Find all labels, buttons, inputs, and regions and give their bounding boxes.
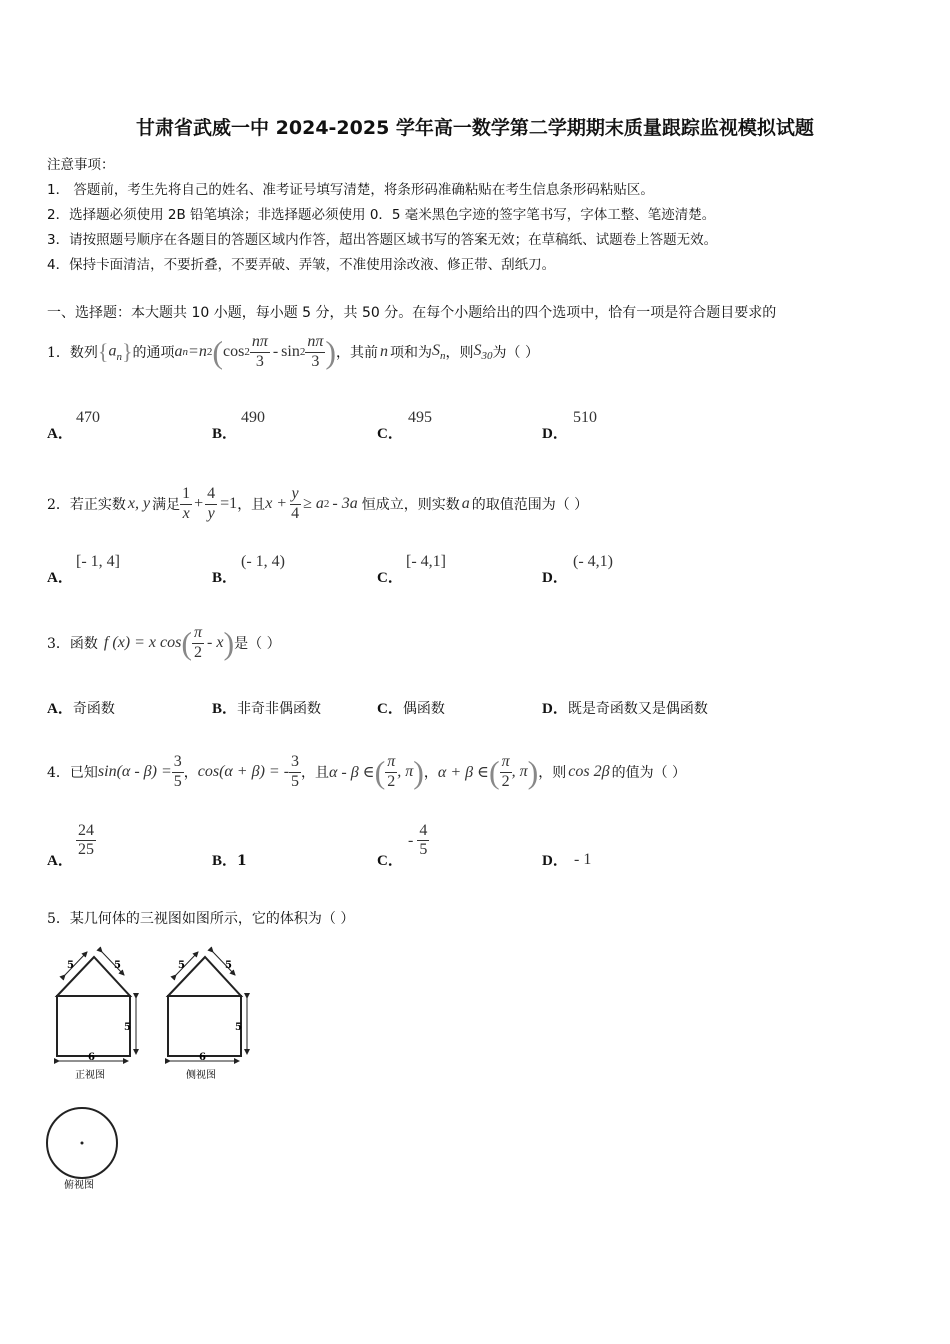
question-number: 1． [47, 345, 70, 361]
option-c[interactable]: C． [377, 426, 403, 442]
note-item: 2．选择题必须使用 2B 铅笔填涂；非选择题必须使用 0．5 毫米黑色字迹的签字笔书写，字体工整、笔迹清楚。 [47, 207, 716, 223]
option-d[interactable]: D． [542, 426, 568, 442]
svg-text:5: 5 [235, 1022, 242, 1033]
q4-text: 的值为（ ） [611, 765, 687, 781]
option-a-value: [- 1, 4] [76, 553, 120, 570]
function-formula: f (x) = x cos ( $\frac{\pi}{2}$ - x ) [103, 624, 235, 661]
question-4 [47, 742, 686, 802]
q2-text: 满足 [152, 497, 181, 513]
general-term-formula: a n =n 2 ( cos 2 $\frac{n\pi}{3}$ - sin 2 $\frac{n\pi}{3}$ ) [174, 333, 337, 370]
q4-text: ， [183, 765, 198, 781]
math-var: cos 2β [568, 763, 610, 780]
option-c-value: - $\frac{4}{5}$ [408, 822, 428, 859]
svg-text:5: 5 [67, 960, 74, 971]
question-5 [47, 908, 354, 928]
question-number: 4． [47, 765, 70, 781]
question-2 [47, 472, 588, 536]
constraint-formula: $\frac{1}{x}$ + $\frac{4}{y}$ =1 [182, 485, 238, 522]
question-number: 5． [47, 911, 70, 927]
note-item: 4．保持卡面清洁，不要折叠，不要弄破、弄皱，不准使用涂改液、修正带、刮纸刀。 [47, 257, 556, 273]
option-a[interactable]: A． [47, 853, 73, 869]
q2-text: 若正实数 [69, 497, 126, 513]
q2-text: ，且 [237, 497, 266, 513]
option-a[interactable]: A．奇函数 [47, 701, 115, 717]
front-view [57, 952, 136, 1081]
cos-condition: cos(α + β) = - $\frac{3}{5}$ [197, 753, 300, 790]
q2-text: 的取值范围为（ ） [471, 497, 589, 513]
q4-text: 已知 [69, 765, 98, 781]
three-view-figure [40, 940, 280, 1200]
side-view-label: 侧视图 [186, 1070, 216, 1081]
option-b[interactable]: B． [212, 426, 238, 442]
svg-text:6: 6 [199, 1052, 206, 1063]
range-amb: α - β ∈ ( $\frac{\pi}{2}$ , π ) [329, 753, 424, 790]
q2-text: 恒成立，则实数 [361, 497, 460, 513]
section-heading: 一、选择题：本大题共 10 小题，每小题 5 分，共 50 分。在每个小题给出的四个选项中，恰有一项是符合题目要求的 [47, 305, 777, 321]
math-var: $S_n$ [432, 341, 446, 363]
option-a[interactable]: A． [47, 570, 73, 586]
option-b[interactable]: B．1 [212, 853, 247, 869]
svg-text:5: 5 [225, 960, 232, 971]
option-d[interactable]: D． [542, 570, 568, 586]
q1-text: 的通项 [132, 345, 175, 361]
option-b[interactable]: B． [212, 570, 238, 586]
option-d[interactable]: D．既是奇函数又是偶函数 [542, 701, 708, 717]
sin-condition: sin(α - β) = $\frac{3}{5}$ [97, 753, 182, 790]
q1-text: 项和为 [390, 345, 433, 361]
option-b[interactable]: B．非奇非偶函数 [212, 701, 322, 717]
option-c-value: 495 [408, 409, 432, 426]
page-title: 甘肃省武威一中 2024-2025 学年高一数学第二学期期末质量跟踪监视模拟试题 [136, 117, 814, 139]
math-var: n [380, 343, 389, 360]
svg-text:5: 5 [178, 960, 185, 971]
note-item: 3．请按照题号顺序在各题目的答题区域内作答，超出答题区域书写的答案无效；在草稿纸、试题卷上答题无效。 [47, 232, 718, 248]
math-var: x, y [127, 495, 151, 512]
top-view [47, 1108, 117, 1191]
svg-text:6: 6 [88, 1052, 95, 1063]
q4-text: ，则 [538, 765, 567, 781]
question-number: 3． [47, 636, 70, 652]
option-d-value: 510 [573, 409, 597, 426]
inequality-formula: x + $\frac{y}{4}$ ≥ a 2 - 3a [265, 485, 358, 522]
option-d-value: (- 4,1) [573, 553, 613, 570]
option-d-value: - 1 [574, 851, 592, 868]
q5-text: 某几何体的三视图如图所示，它的体积为（ ） [69, 911, 355, 927]
option-a-value: $\frac{24}{25}$ [78, 822, 94, 859]
q3-text: 是（ ） [234, 636, 281, 652]
q4-text: ， [423, 765, 438, 781]
option-c[interactable]: C． [377, 570, 403, 586]
svg-text:5: 5 [114, 960, 121, 971]
option-c[interactable]: C．偶函数 [377, 701, 445, 717]
question-1 [47, 330, 539, 374]
top-view-label: 俯视图 [64, 1180, 94, 1191]
side-view [168, 952, 247, 1081]
option-a-value: 470 [76, 409, 100, 426]
option-c-value: [- 4,1] [406, 553, 446, 570]
option-b-value: (- 1, 4) [241, 553, 285, 570]
option-b-value: 490 [241, 409, 265, 426]
q3-text: 函数 [69, 636, 98, 652]
math-var: a [461, 495, 470, 512]
q1-text: 为（ ） [492, 345, 539, 361]
q1-text: ，其前 [336, 345, 379, 361]
sequence-symbol: $\{a_n\}$ [97, 339, 133, 364]
option-c[interactable]: C． [377, 853, 403, 869]
notes-heading: 注意事项： [47, 157, 115, 173]
option-a[interactable]: A． [47, 426, 73, 442]
range-apb: α + β ∈ ( $\frac{\pi}{2}$ , π ) [437, 753, 539, 790]
option-d[interactable]: D． [542, 853, 568, 869]
question-number: 2． [47, 497, 70, 513]
note-item: 1． 答题前，考生先将自己的姓名、准考证号填写清楚，将条形码准确粘贴在考生信息条形码粘贴区。 [47, 182, 654, 198]
q4-text: ，且 [301, 765, 330, 781]
q1-text: 数列 [69, 345, 98, 361]
question-3 [47, 614, 281, 672]
front-view-label: 正视图 [75, 1070, 105, 1081]
q1-text: ，则 [445, 345, 474, 361]
svg-text:5: 5 [124, 1022, 131, 1033]
math-var: $S_{30}$ [473, 341, 493, 363]
